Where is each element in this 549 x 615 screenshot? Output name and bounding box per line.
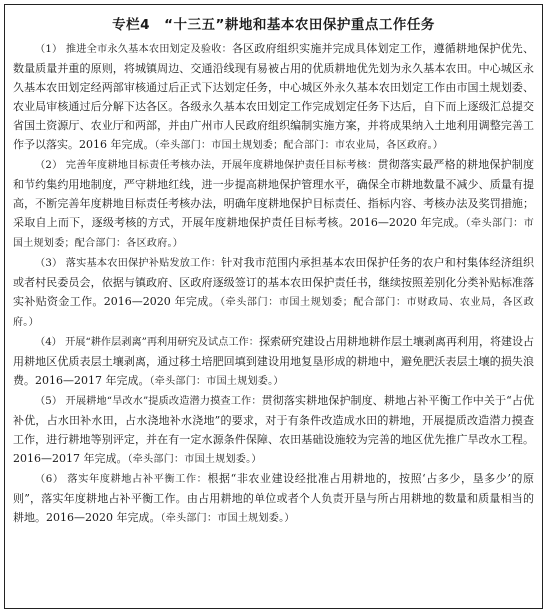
task-item-6 [13, 469, 534, 528]
task-item-1 [13, 39, 534, 155]
task-responsible: （牵头部门：市国土规划委。） [127, 454, 262, 465]
task-lead: （2） 完善年度耕地目标责任考核办法，开展年度耕地保护责任目标考核： [35, 160, 378, 171]
box-number: 专栏4 [112, 17, 151, 33]
task-item-2 [13, 155, 534, 253]
sidebar-box [4, 4, 543, 609]
task-body: 针对我市范围内承担基本农田保护任务的农户和村集体经济组织或者村民委员会，依据与镇政府、区政府逐级签订的基本农田保护责任书，继续按照差别化分类补贴标准落实补贴资金工作。2016—2020 年完成。 [13, 256, 534, 308]
task-responsible: （牵头部门：市国土规划委；配合部门：市财政局、农业局，各区政府。） [13, 297, 535, 328]
task-lead: （5） 开展耕地“旱改水”提质改造潜力摸查工作： [35, 396, 262, 407]
task-lead: （1） 推进全市永久基本农田划定及验收： [35, 44, 232, 55]
task-item-5 [13, 391, 534, 469]
task-body: 根据“非农业建设经批准占用耕地的，按照‘占多少，垦多少’的原则”，落实年度耕地占补平衡工作。由占用耕地的单位或者个人负责开垦与所占用耕地的数量和质量相当的耕地。2016—2020 年完成。 [13, 472, 534, 524]
task-responsible: （牵头部门：市国土规划委。） [160, 513, 295, 524]
task-body: 各区政府组织实施并完成具体划定工作，遵循耕地保护优先、数量质量并重的原则，将城镇周边、交通沿线现有易被占用的优质耕地优先划为永久基本农田。中心城区永久基本农田划定经两部审核通过后正式下达划定任务，中心城区外永久基本农田划定工作由市国土规划委、农业局审核通过后分解下达各区。各级永久基本农田划定工作完成划定任务下达后，自下而上逐级汇总提交省国土资源厅、农业厅和两部，并由广州市人民政府组织编制实施方案，并将成果纳入土地利用调整完善工作予以落实。2016 年完成。 [13, 42, 535, 151]
task-item-3 [13, 253, 534, 332]
box-title [5, 13, 542, 33]
task-body: 探索研究建设占用耕地耕作层土壤剥离再利用，将建设占用耕地区优质表层土壤剥离，通过移土培肥回填到建设用地复垦形成的耕地中，避免肥沃表层土壤的损失浪费。2016—2017 年完成。 [13, 335, 535, 387]
task-item-4 [13, 332, 534, 391]
task-responsible: （牵头部门：市国土规划委；配合部门：各区政府。） [13, 218, 534, 249]
task-body: 贯彻落实最严格的耕地保护制度和节约集约用地制度，严守耕地红线，进一步提高耕地保护管理水平，确保全市耕地数量不减少、质量有提高，不断完善年度耕地目标责任考核办法，明确年度耕地保护目标责任、指标内容、考核办法及奖罚措施；采取自上而下，逐级考核的方式，开展年度耕地保护责任目标考核。2016—2020 年完成。 [13, 158, 535, 229]
task-responsible: （牵头部门：市国土规划委。） [149, 376, 284, 387]
task-lead: （3） 落实基本农田保护补贴发放工作： [35, 258, 222, 269]
task-responsible: （牵头部门：市国土规划委；配合部门：市农业局，各区政府。） [154, 140, 444, 151]
box-heading: “十三五”耕地和基本农田保护重点工作任务 [164, 17, 435, 33]
task-body: 贯彻落实耕地保护制度、耕地占补平衡工作中关于“占优补优，占水田补水田，占水浇地补水浇地”的要求，对于有条件改造成水田的耕地，开展提质改造潜力摸查工作，进行耕地等别评定，并在有一定水源条件保障、农田基础设施较为完善的地区优先推广旱改水工程。2016—2017 年完成。 [13, 394, 535, 465]
task-lead: （6） 落实年度耕地占补平衡工作： [35, 474, 208, 485]
task-lead: （4） 开展“耕作层剥离”再利用研究及试点工作： [35, 337, 259, 348]
